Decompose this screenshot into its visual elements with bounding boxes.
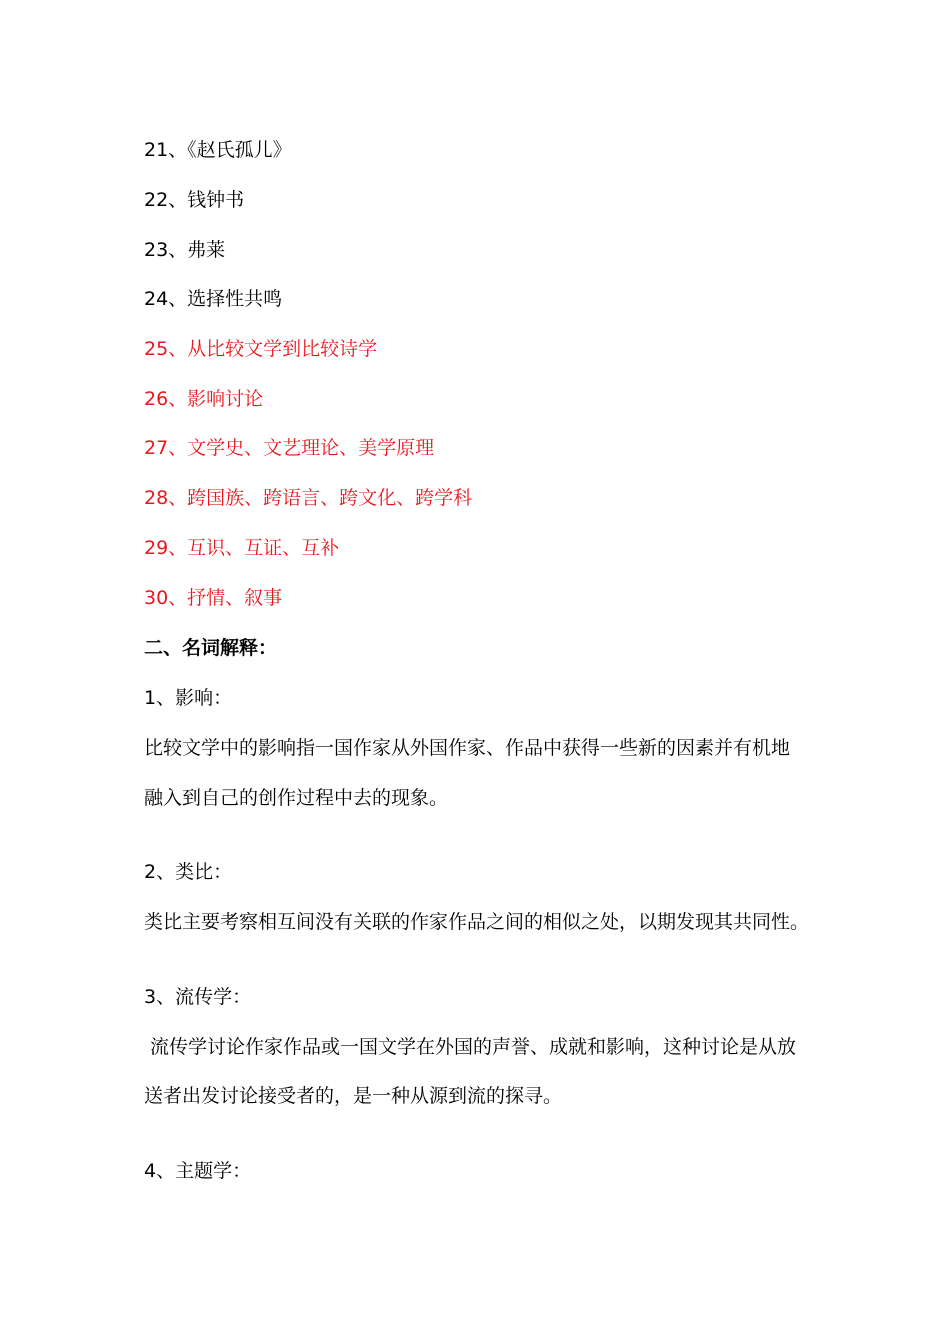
term-definition-line: 流传学讨论作家作品或一国文学在外国的声誉、成就和影响，这种讨论是从放 [144, 1036, 797, 1058]
section-heading: 二、名词解释： [144, 637, 278, 659]
term-definition-line: 类比主要考察相互间没有关联的作家作品之间的相似之处，以期发现其共同性。 [144, 911, 810, 933]
answer-item-22: 22、钱钟书 [144, 189, 245, 211]
answer-item-25: 25、从比较文学到比较诗学 [144, 338, 378, 360]
answer-item-23: 23、弗莱 [144, 239, 226, 261]
answer-item-21: 21、《赵氏孤儿》 [144, 139, 292, 161]
answer-item-26: 26、影响讨论 [144, 388, 264, 410]
answer-item-28: 28、跨国族、跨语言、跨文化、跨学科 [144, 487, 473, 509]
term-title-thematology: 4、主题学： [144, 1160, 252, 1182]
term-title-influence: 1、影响： [144, 687, 233, 709]
term-title-doxologie: 3、流传学： [144, 986, 252, 1008]
answer-item-24: 24、选择性共鸣 [144, 288, 283, 310]
answer-item-29: 29、互识、互证、互补 [144, 537, 340, 559]
term-definition-line: 送者出发讨论接受者的，是一种从源到流的探寻。 [144, 1085, 563, 1107]
answer-item-27: 27、文学史、文艺理论、美学原理 [144, 437, 435, 459]
term-title-analogy: 2、类比： [144, 861, 233, 883]
term-definition-line: 融入到自己的创作过程中去的现象。 [144, 787, 449, 809]
answer-item-30: 30、抒情、叙事 [144, 587, 283, 609]
term-definition-line: 比较文学中的影响指一国作家从外国作家、作品中获得一些新的因素并有机地 [144, 737, 791, 759]
